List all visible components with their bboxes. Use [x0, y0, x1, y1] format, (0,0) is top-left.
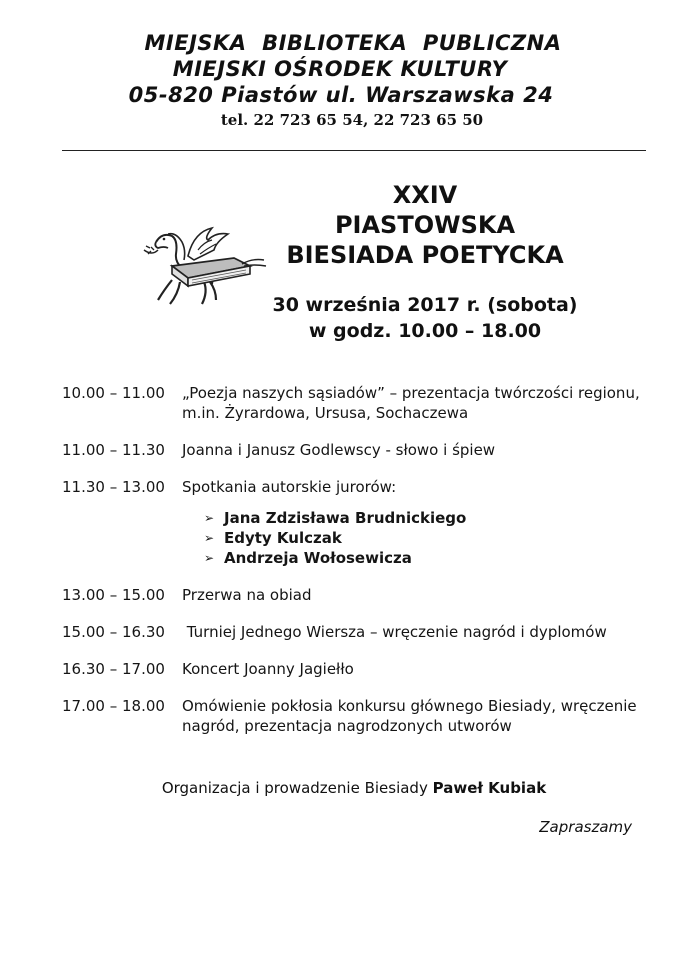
- schedule-desc: „Poezja naszych sąsiadów” – prezentacja twórczości regionu, m.in. Żyrardowa, Ursusa, Sochaczewa: [182, 384, 640, 422]
- juror-item: [204, 528, 652, 548]
- schedule-time: 16.30 – 17.00: [62, 660, 165, 678]
- organizer-text: Organizacja i prowadzenie Biesiady: [161, 779, 428, 797]
- event-title: [255, 180, 595, 270]
- schedule-desc: Koncert Joanny Jagiełło: [182, 660, 354, 678]
- schedule-desc: Joanna i Janusz Godlewscy - słowo i śpiew: [182, 441, 496, 459]
- schedule-time: 10.00 – 11.00: [62, 384, 165, 402]
- event-day: 30 września 2017 r. (sobota): [272, 294, 578, 316]
- institution-name: MIEJSKA BIBLIOTEKA PUBLICZNA: [144, 31, 562, 55]
- header-divider: [62, 150, 646, 151]
- juror-name: Jana Zdzisława Brudnickiego: [224, 509, 467, 527]
- address: 05-820 Piastów ul. Warszawska 24: [128, 83, 554, 107]
- schedule-time: 11.30 – 13.00: [62, 478, 165, 496]
- juror-name: Edyty Kulczak: [224, 529, 342, 547]
- juror-item: [204, 548, 652, 568]
- schedule-row: [62, 440, 652, 460]
- schedule-row: [62, 585, 652, 605]
- schedule-desc: Turniej Jednego Wiersza – wręczenie nagród i dyplomów: [182, 623, 607, 641]
- schedule-row: [62, 622, 652, 642]
- arrow-bullet-icon: ➢: [204, 511, 215, 525]
- schedule-time: 15.00 – 16.30: [62, 623, 165, 641]
- schedule: [62, 383, 652, 753]
- schedule-desc: Przerwa na obiad: [182, 586, 312, 604]
- organizer-line: [0, 778, 678, 798]
- juror-item: [204, 508, 652, 528]
- organizer-name: Paweł Kubiak: [432, 779, 547, 797]
- schedule-time: 11.00 – 11.30: [62, 441, 165, 459]
- event-title-subtitle: BIESIADA POETYCKA: [286, 241, 564, 269]
- schedule-desc: Omówienie pokłosia konkursu głównego Biesiady, wręczenie nagród, prezentacja nagrodzonych utworów: [182, 697, 637, 735]
- arrow-bullet-icon: ➢: [204, 531, 215, 545]
- arrow-bullet-icon: ➢: [204, 551, 215, 565]
- event-title-edition: XXIV: [392, 181, 458, 209]
- culture-center-name: MIEJSKI OŚRODEK KULTURY: [172, 57, 508, 81]
- schedule-time: 13.00 – 15.00: [62, 586, 165, 604]
- schedule-time: 17.00 – 18.00: [62, 697, 165, 715]
- phone-numbers: tel. 22 723 65 54, 22 723 65 50: [220, 111, 484, 129]
- header: [0, 30, 678, 131]
- schedule-row: [62, 659, 652, 679]
- invitation-text: Zapraszamy: [539, 818, 632, 836]
- schedule-row: [62, 696, 652, 736]
- event-title-name: PIASTOWSKA: [334, 211, 516, 239]
- schedule-row: [62, 477, 652, 497]
- event-hours: w godz. 10.00 – 18.00: [308, 320, 542, 342]
- schedule-desc: Spotkania autorskie jurorów:: [182, 478, 397, 496]
- schedule-row: [62, 383, 652, 423]
- event-date: [246, 292, 604, 344]
- jurors-list: [204, 508, 652, 568]
- juror-name: Andrzeja Wołosewicza: [224, 549, 412, 567]
